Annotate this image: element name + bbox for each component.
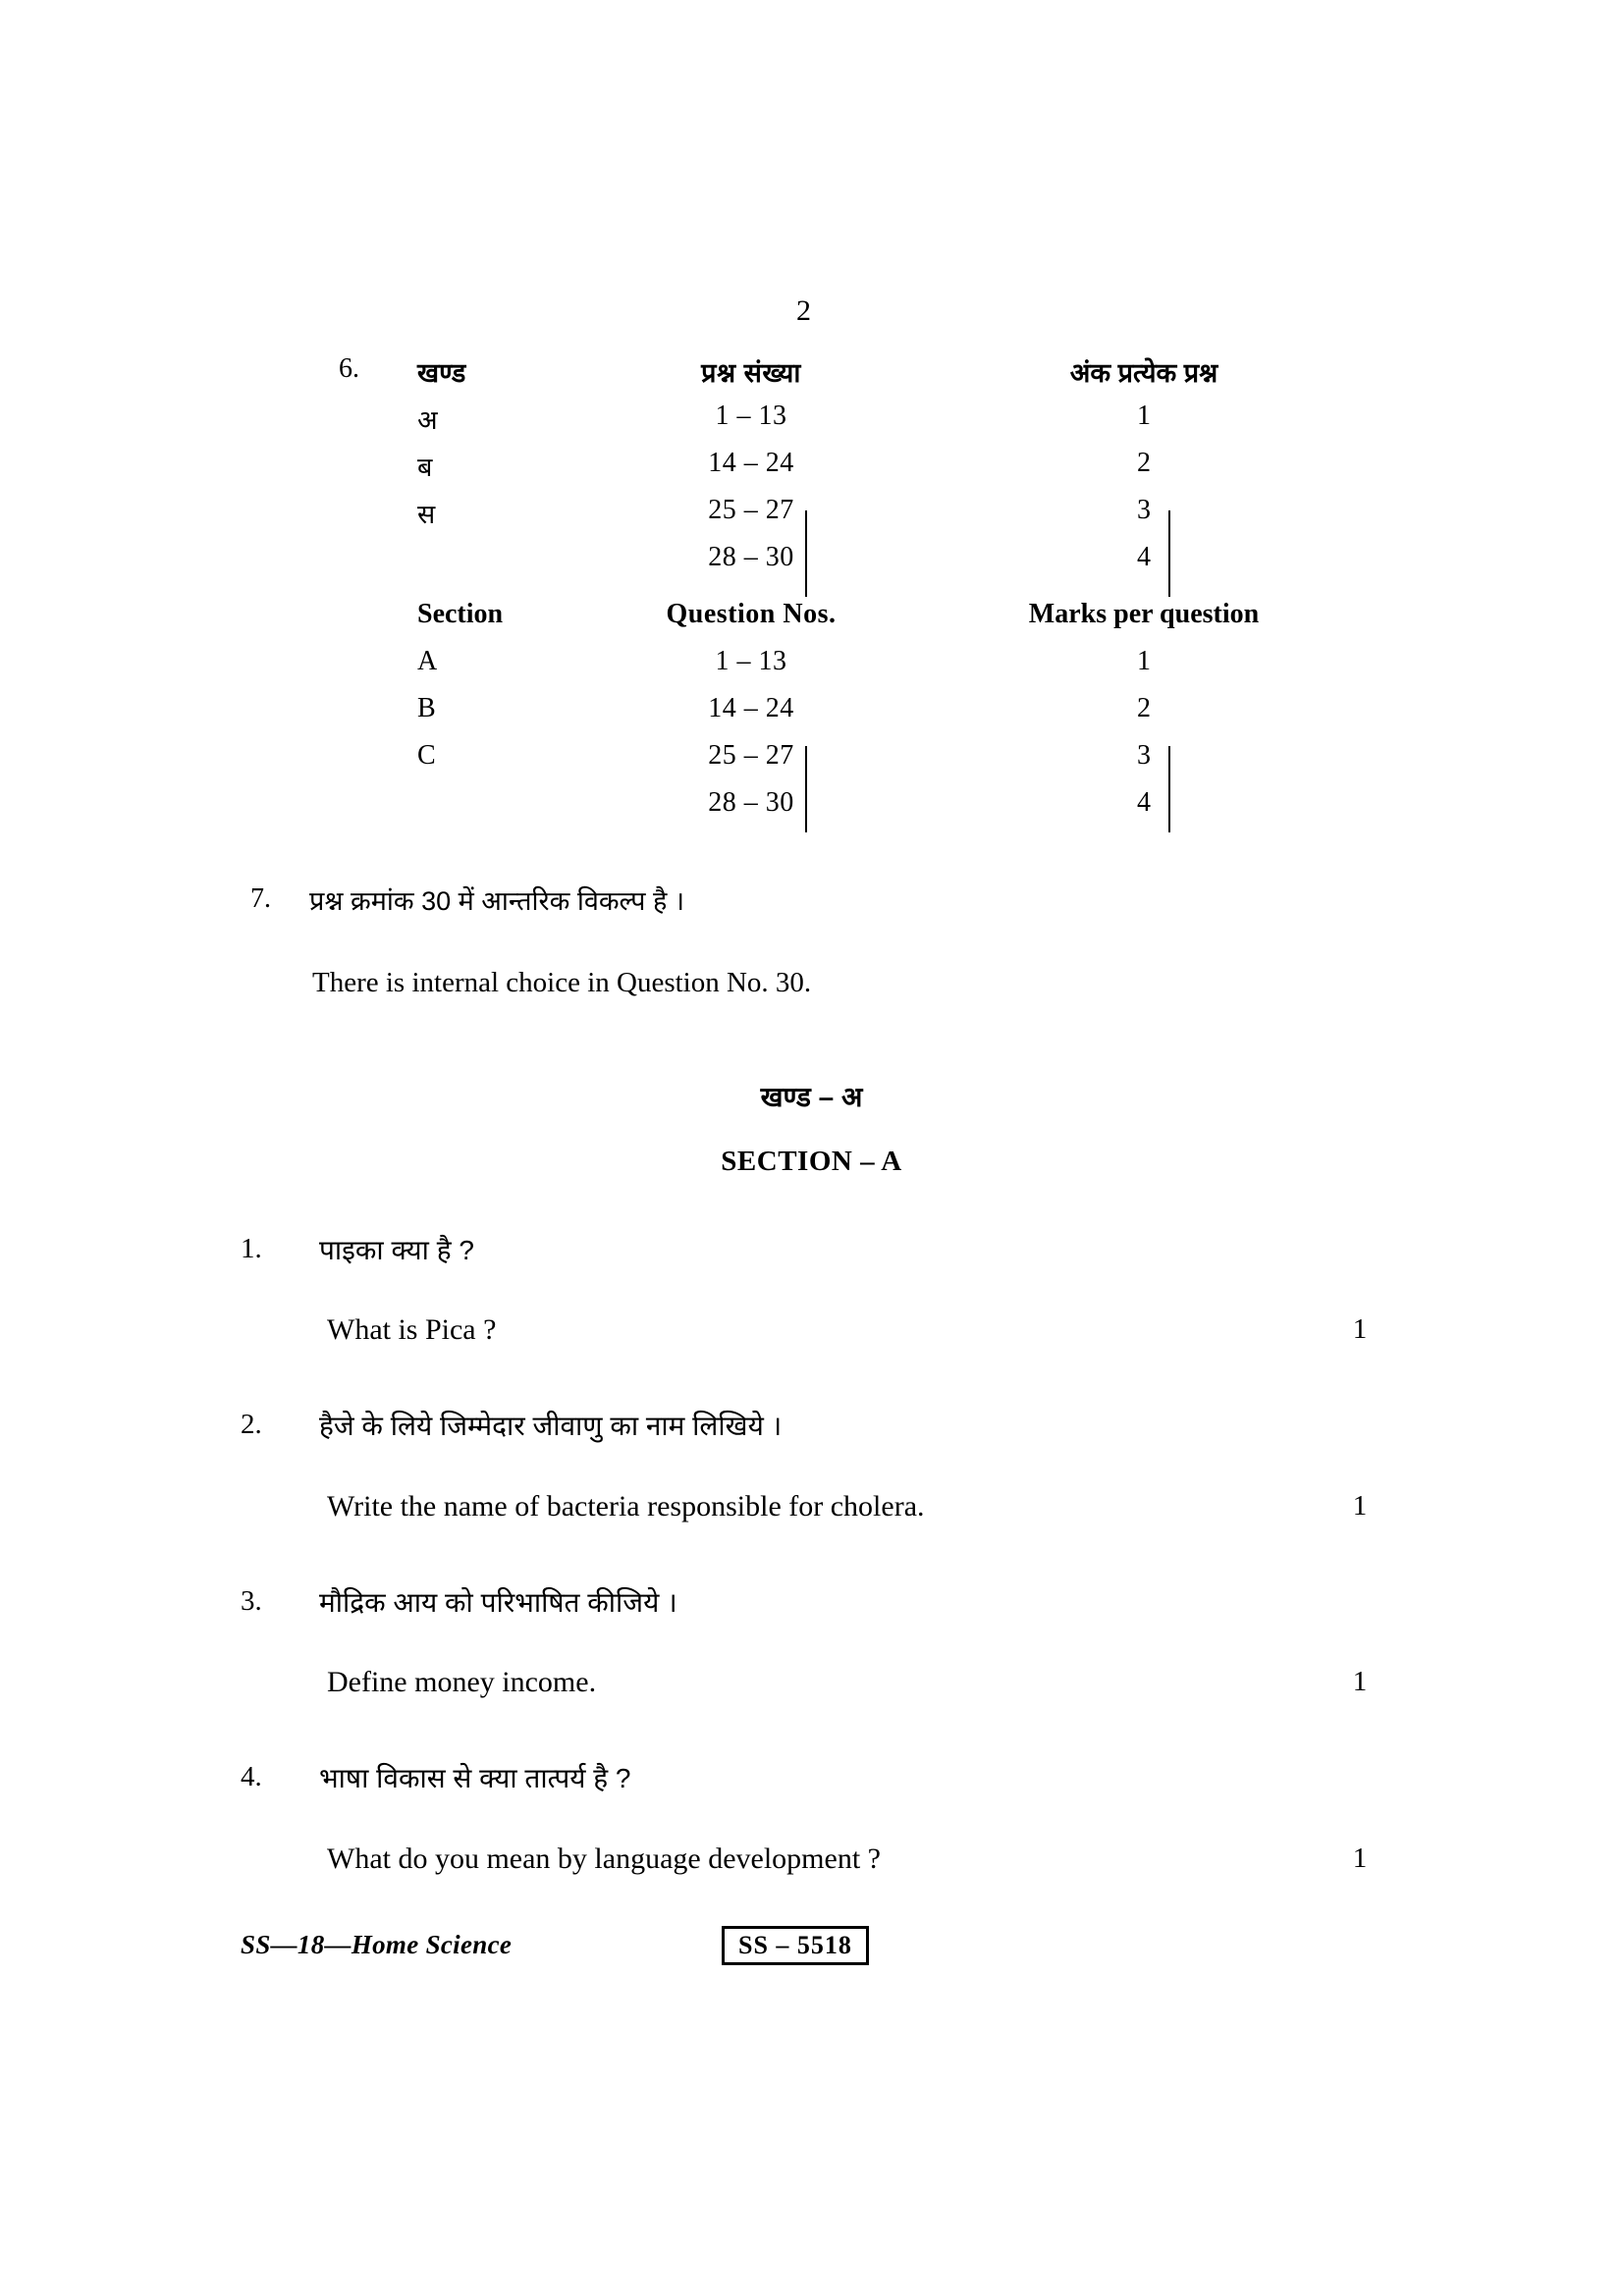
english-row-marks: 2: [1137, 693, 1151, 723]
question-text-english: What is Pica ?: [327, 1313, 497, 1346]
footer-paper-code: SS – 5518: [722, 1926, 869, 1965]
question-number: 2.: [241, 1409, 262, 1440]
hindi-row-marks: 1: [1137, 400, 1151, 431]
english-row-section: C: [417, 740, 436, 771]
section-heading-hindi: खण्ड – अ: [760, 1082, 863, 1112]
hindi-table-row: [0, 495, 1623, 544]
hindi-row-question-nos: 25 – 27: [708, 495, 794, 525]
question-text-hindi: पाइका क्या है ?: [319, 1235, 474, 1265]
question-text-english: What do you mean by language development ?: [327, 1842, 881, 1875]
english-marks-brace-rule: [1168, 746, 1170, 832]
english-table-row: [0, 646, 1623, 695]
english-row-question-nos: 25 – 27: [708, 740, 794, 771]
english-row-marks: 3: [1137, 740, 1151, 771]
english-row-section: A: [417, 646, 438, 676]
hindi-header-question-nos: प्रश्न संख्या: [701, 358, 801, 388]
english-row-question-nos: 1 – 13: [715, 646, 787, 676]
question-number: 1.: [241, 1233, 262, 1264]
hindi-row-section: ब: [417, 453, 433, 482]
page-number: 2: [796, 294, 811, 327]
hindi-row-marks: 4: [1137, 542, 1151, 572]
instruction-7-number: 7.: [250, 883, 271, 914]
hindi-row-question-nos: 14 – 24: [708, 448, 794, 478]
question-number: 3.: [241, 1585, 262, 1617]
question-text-hindi: हैजे के लिये जिम्मेदार जीवाणु का नाम लिखिये ।: [319, 1411, 783, 1441]
english-row-marks: 1: [1137, 646, 1151, 676]
section-heading-english: SECTION – A: [721, 1146, 902, 1177]
footer-subject-label: SS—18—Home Science: [241, 1930, 513, 1959]
english-qnos-brace-rule: [805, 746, 807, 832]
english-table-row: [0, 693, 1623, 742]
hindi-row-question-nos: 1 – 13: [715, 400, 787, 431]
english-table-row: [0, 787, 1623, 836]
hindi-qnos-brace-rule: [805, 510, 807, 597]
hindi-marks-brace-rule: [1168, 510, 1170, 597]
question-text-english: Define money income.: [327, 1666, 597, 1698]
instruction-7-english: There is internal choice in Question No. 30.: [312, 967, 812, 998]
english-header-section: Section: [417, 599, 504, 629]
english-row-section: B: [417, 693, 436, 723]
english-row-question-nos: 14 – 24: [708, 693, 794, 723]
question-text-hindi: मौद्रिक आय को परिभाषित कीजिये ।: [319, 1587, 677, 1618]
instruction-6-number: 6.: [339, 353, 359, 384]
hindi-row-question-nos: 28 – 30: [708, 542, 794, 572]
question-number: 4.: [241, 1761, 262, 1792]
hindi-header-marks: अंक प्रत्येक प्रश्न: [1069, 358, 1218, 388]
hindi-table-row: [0, 542, 1623, 591]
english-table-row: [0, 740, 1623, 789]
hindi-row-section: अ: [417, 405, 438, 435]
hindi-header-section: खण्ड: [417, 358, 466, 388]
hindi-table-header-row: [0, 353, 1623, 404]
instruction-7-hindi: प्रश्न क्रमांक 30 में आन्तरिक विकल्प है ।: [309, 886, 685, 916]
question-marks: 1: [1352, 1666, 1368, 1697]
hindi-table-row: [0, 400, 1623, 450]
question-marks: 1: [1352, 1313, 1368, 1345]
hindi-table-row: [0, 448, 1623, 497]
hindi-row-marks: 3: [1137, 495, 1151, 525]
question-marks: 1: [1352, 1490, 1368, 1522]
english-row-question-nos: 28 – 30: [708, 787, 794, 818]
hindi-row-marks: 2: [1137, 448, 1151, 478]
question-marks: 1: [1352, 1842, 1368, 1874]
english-header-question-nos: Question Nos.: [666, 599, 837, 629]
question-text-english: Write the name of bacteria responsible for cholera.: [327, 1490, 925, 1522]
question-text-hindi: भाषा विकास से क्या तात्पर्य है ?: [319, 1763, 631, 1793]
english-row-marks: 4: [1137, 787, 1151, 818]
english-table-header-row: [0, 599, 1623, 650]
english-header-marks: Marks per question: [1028, 599, 1260, 629]
hindi-row-section: स: [417, 500, 436, 529]
